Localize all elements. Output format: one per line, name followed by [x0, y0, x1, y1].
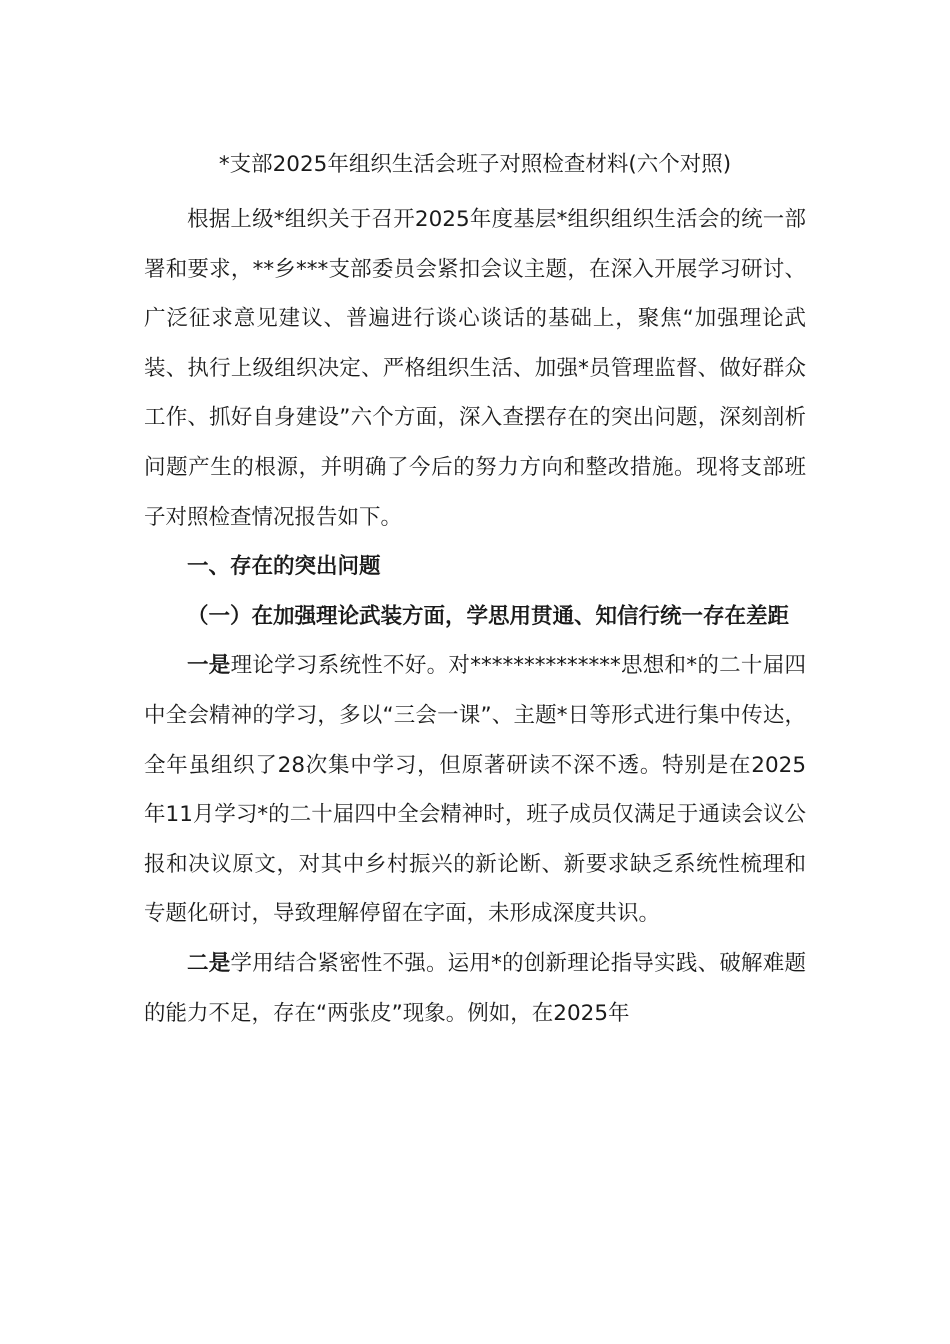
item-lead-1: 一是	[187, 653, 231, 679]
intro-paragraph: 根据上级*组织关于召开2025年度基层*组织组织生活会的统一部署和要求，**乡***支部委员会紧扣会议主题，在深入开展学习研讨、广泛征求意见建议、普遍进行谈心谈话的基础上，聚焦“加强理论武装、执行上级组织决定、严格组织生活、加强*员管理监督、做好群众工作、抓好自身建设”六个方面，深入查摆存在的突出问题，深刻剖析问题产生的根源，并明确了今后的努力方向和整改措施。现将支部班子对照检查情况报告如下。	[144, 207, 806, 530]
document-body	[144, 145, 806, 1038]
section-heading-problems: 一、存在的突出问题	[187, 554, 381, 580]
document-title: *支部2025年组织生活会班子对照检查材料(六个对照)	[218, 152, 732, 177]
subsection-heading-theory: （一）在加强理论武装方面，学思用贯通、知信行统一存在差距	[187, 603, 790, 629]
item-paragraph-2	[144, 939, 806, 1038]
item-text-2: 学用结合紧密性不强。运用*的创新理论指导实践、破解难题的能力不足，存在“两张皮”现象。例如，在2025年	[144, 950, 806, 1026]
item-lead-2: 二是	[187, 950, 231, 976]
item-text-1: 理论学习系统性不好。对**************思想和*的二十届四中全会精神的学习，多以“三会一课”、主题*日等形式进行集中传达，全年虽组织了28次集中学习，但原著研读不深不透。特别是在2025年11月学习*的二十届四中全会精神时，班子成员仅满足于通读会议公报和决议原文，对其中乡村振兴的新论断、新要求缺乏系统性梳理和专题化研讨，导致理解停留在字面，未形成深度共识。	[144, 653, 806, 927]
item-paragraph-1	[144, 641, 806, 939]
